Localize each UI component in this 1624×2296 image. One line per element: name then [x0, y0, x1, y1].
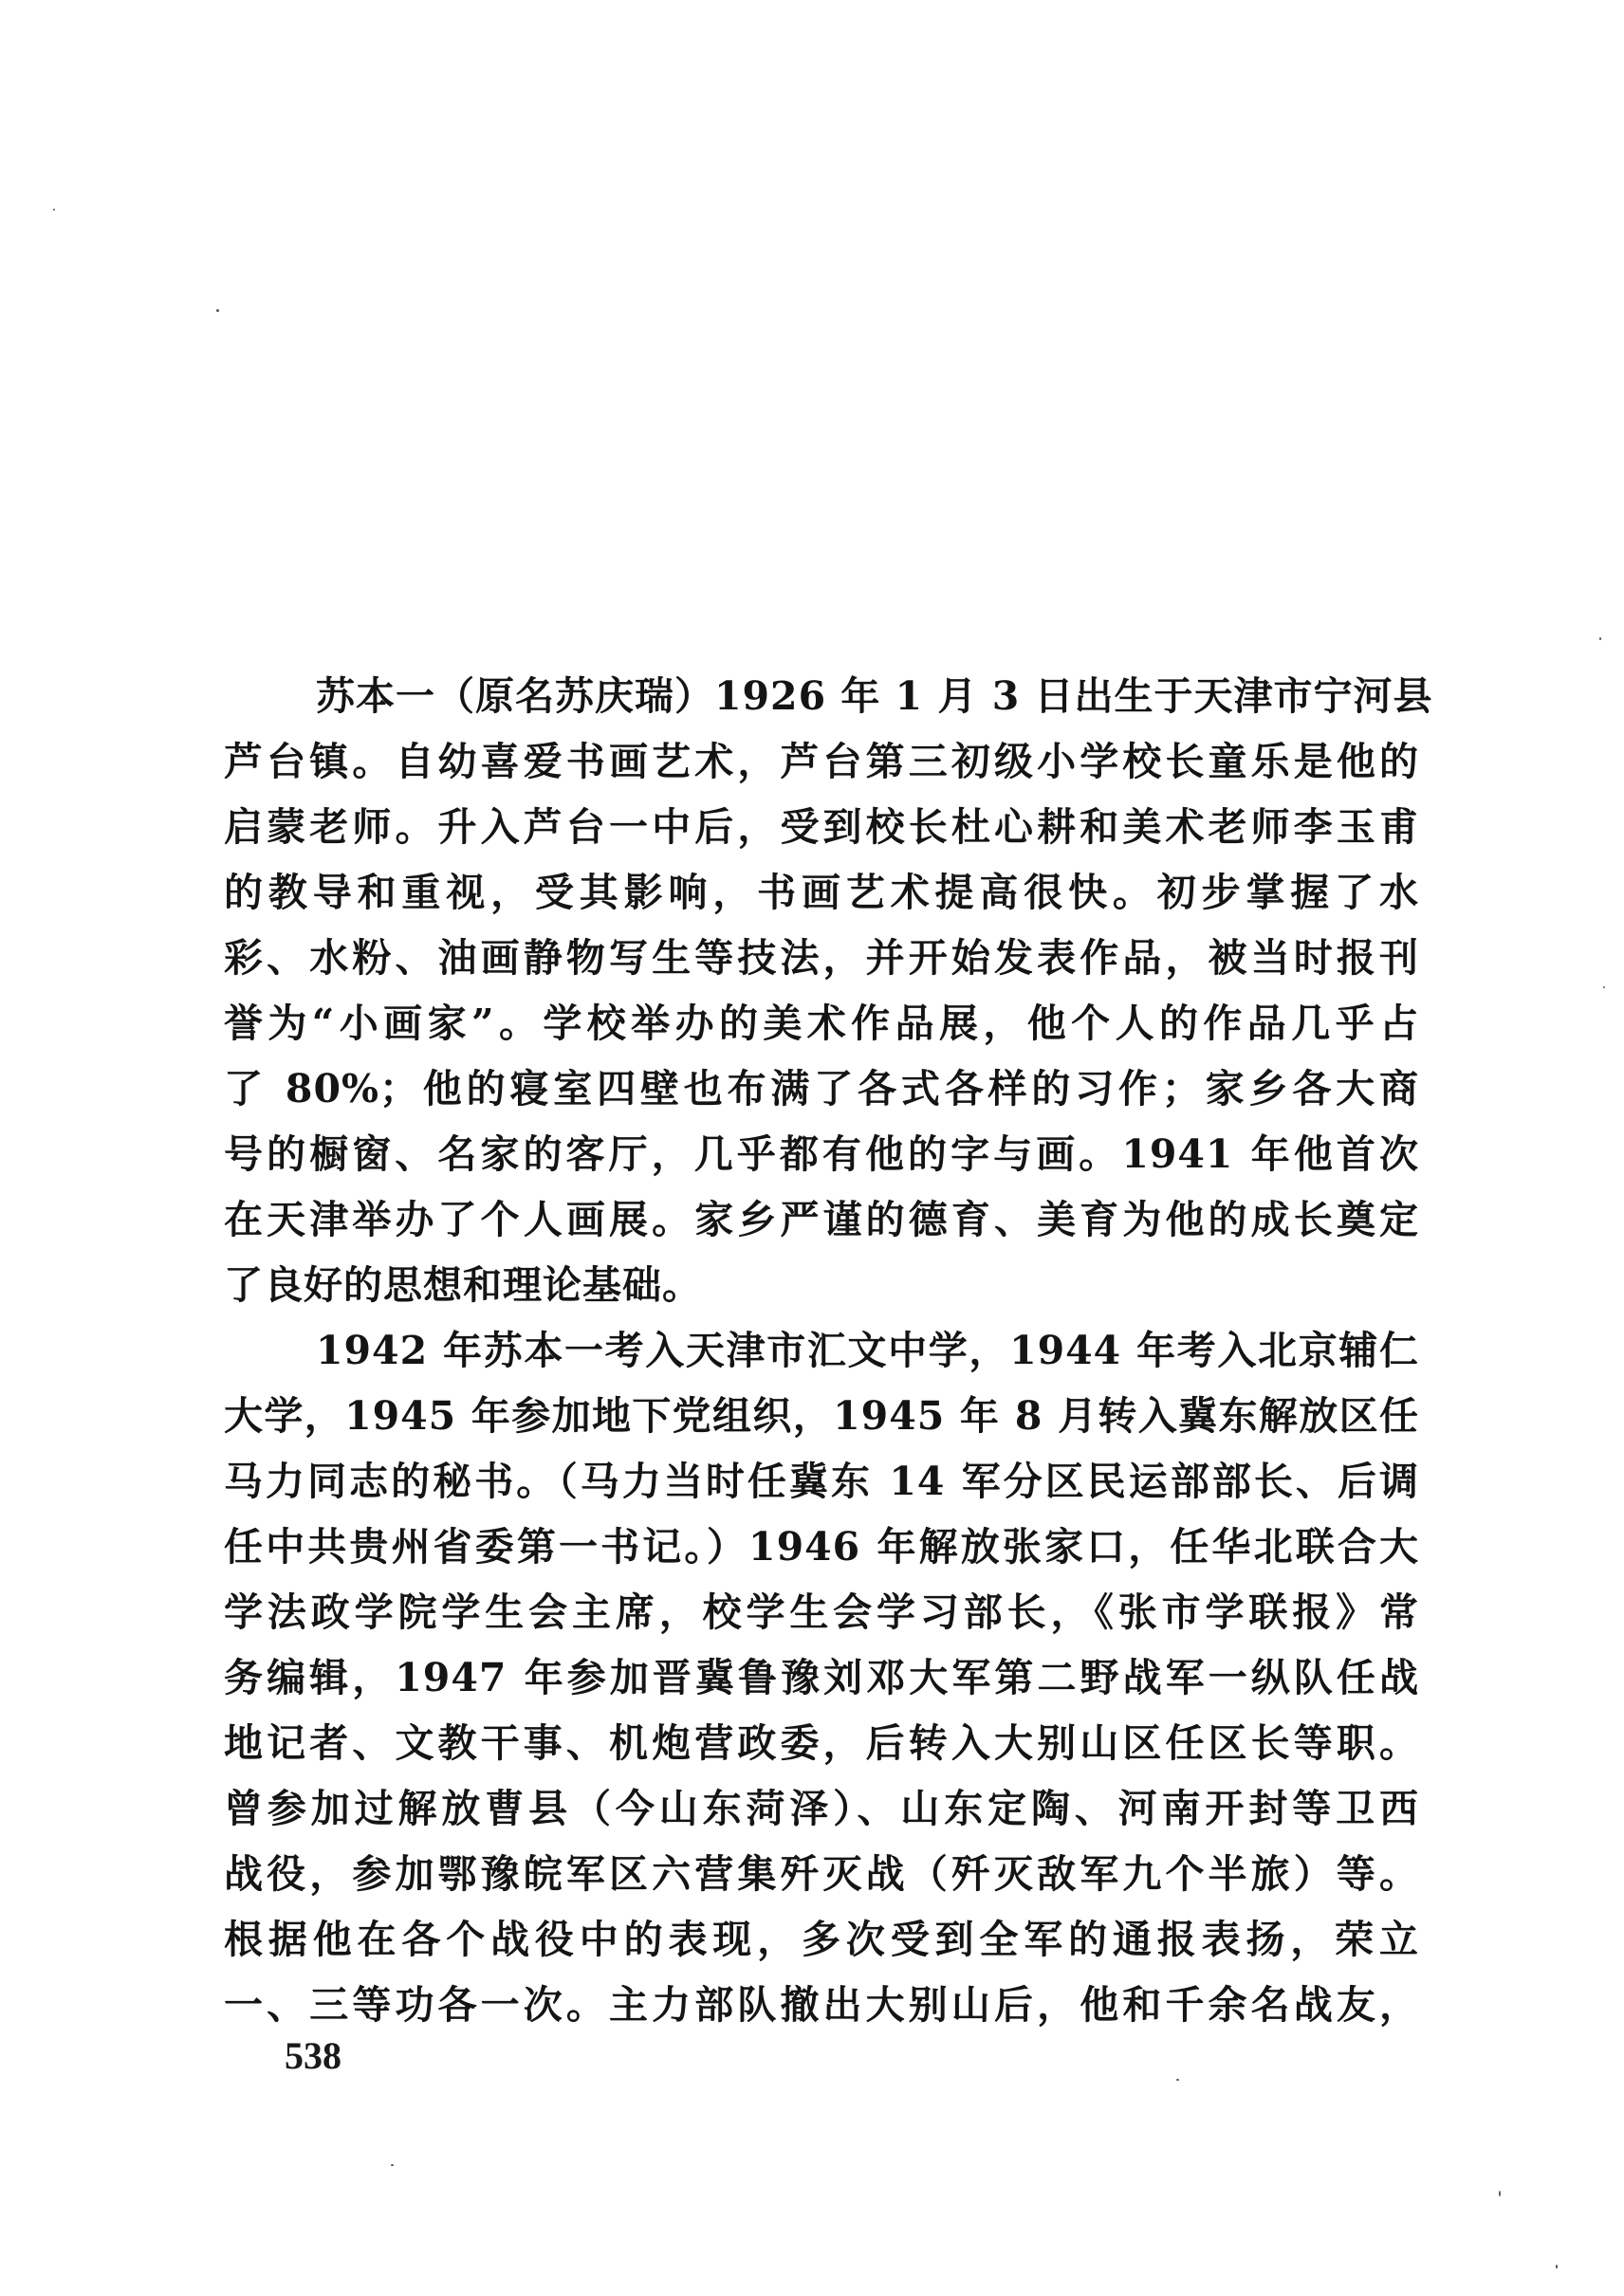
scan-speck [391, 2164, 394, 2166]
scan-speck [53, 209, 55, 211]
scan-speck [1176, 2079, 1179, 2081]
text-line: 芦台镇。自幼喜爱书画艺术，芦台第三初级小学校长童乐是他的 [224, 739, 1419, 784]
text-line: 启蒙老师。升入芦台一中后，受到校长杜心耕和美术老师李玉甫 [224, 804, 1419, 850]
text-line: 苏本一（原名苏庆瑞）1926 年 1 月 3 日出生于天津市宁河县 [316, 673, 1433, 719]
scan-speck [216, 309, 219, 312]
paragraph-2 [224, 1318, 1419, 2038]
text-line: 了良好的思想和理论基础。 [224, 1262, 702, 1308]
text-line: 曾参加过解放曹县（今山东菏泽）、山东定陶、河南开封等卫西 [224, 1786, 1419, 1831]
paragraph-1 [224, 664, 1433, 1318]
text-line: 学法政学院学生会主席，校学生会学习部长，《张市学联报》常 [224, 1589, 1419, 1635]
text-line: 务编辑，1947 年参加晋冀鲁豫刘邓大军第二野战军一纵队任战 [224, 1655, 1419, 1700]
scan-speck [1603, 986, 1605, 988]
page-number: 538 [285, 2034, 341, 2077]
text-line: 大学，1945 年参加地下党组织，1945 年 8 月转入冀东解放区任 [224, 1393, 1420, 1439]
text-line: 在天津举办了个人画展。家乡严谨的德育、美育为他的成长奠定 [224, 1197, 1419, 1242]
text-line: 的教导和重视，受其影响，书画艺术提高很快。初步掌握了水 [224, 870, 1419, 915]
body-text [224, 664, 1433, 2038]
text-line: 任中共贵州省委第一书记。）1946 年解放张家口，任华北联合大 [224, 1524, 1419, 1570]
text-line: 地记者、文教干事、机炮营政委，后转入大别山区任区长等职。 [224, 1720, 1419, 1766]
text-line: 战役，参加鄂豫皖军区六营集歼灭战（歼灭敌军九个半旅）等。 [224, 1851, 1419, 1897]
text-line: 1942 年苏本一考入天津市汇文中学，1944 年考入北京辅仁 [316, 1328, 1419, 1373]
scan-speck [1556, 2265, 1558, 2268]
scan-speck [1499, 2191, 1501, 2196]
scan-speck [1599, 637, 1601, 640]
text-line: 马力同志的秘书。（马力当时任冀东 14 军分区民运部部长、后调 [224, 1459, 1419, 1504]
text-line: 一、三等功各一次。主力部队撤出大别山后，他和千余名战友， [224, 1982, 1419, 2028]
text-line: 根据他在各个战役中的表现，多次受到全军的通报表扬，荣立 [224, 1917, 1419, 1962]
text-line: 彩、水粉、油画静物写生等技法，并开始发表作品，被当时报刊 [224, 935, 1419, 981]
text-line: 了 80%；他的寝室四壁也布满了各式各样的习作；家乡各大商 [224, 1066, 1419, 1111]
text-line: 号的橱窗、名家的客厅，几乎都有他的字与画。1941 年他首次 [224, 1131, 1419, 1177]
text-line: 誉为“小画家”。学校举办的美术作品展，他个人的作品几乎占 [224, 1001, 1419, 1046]
